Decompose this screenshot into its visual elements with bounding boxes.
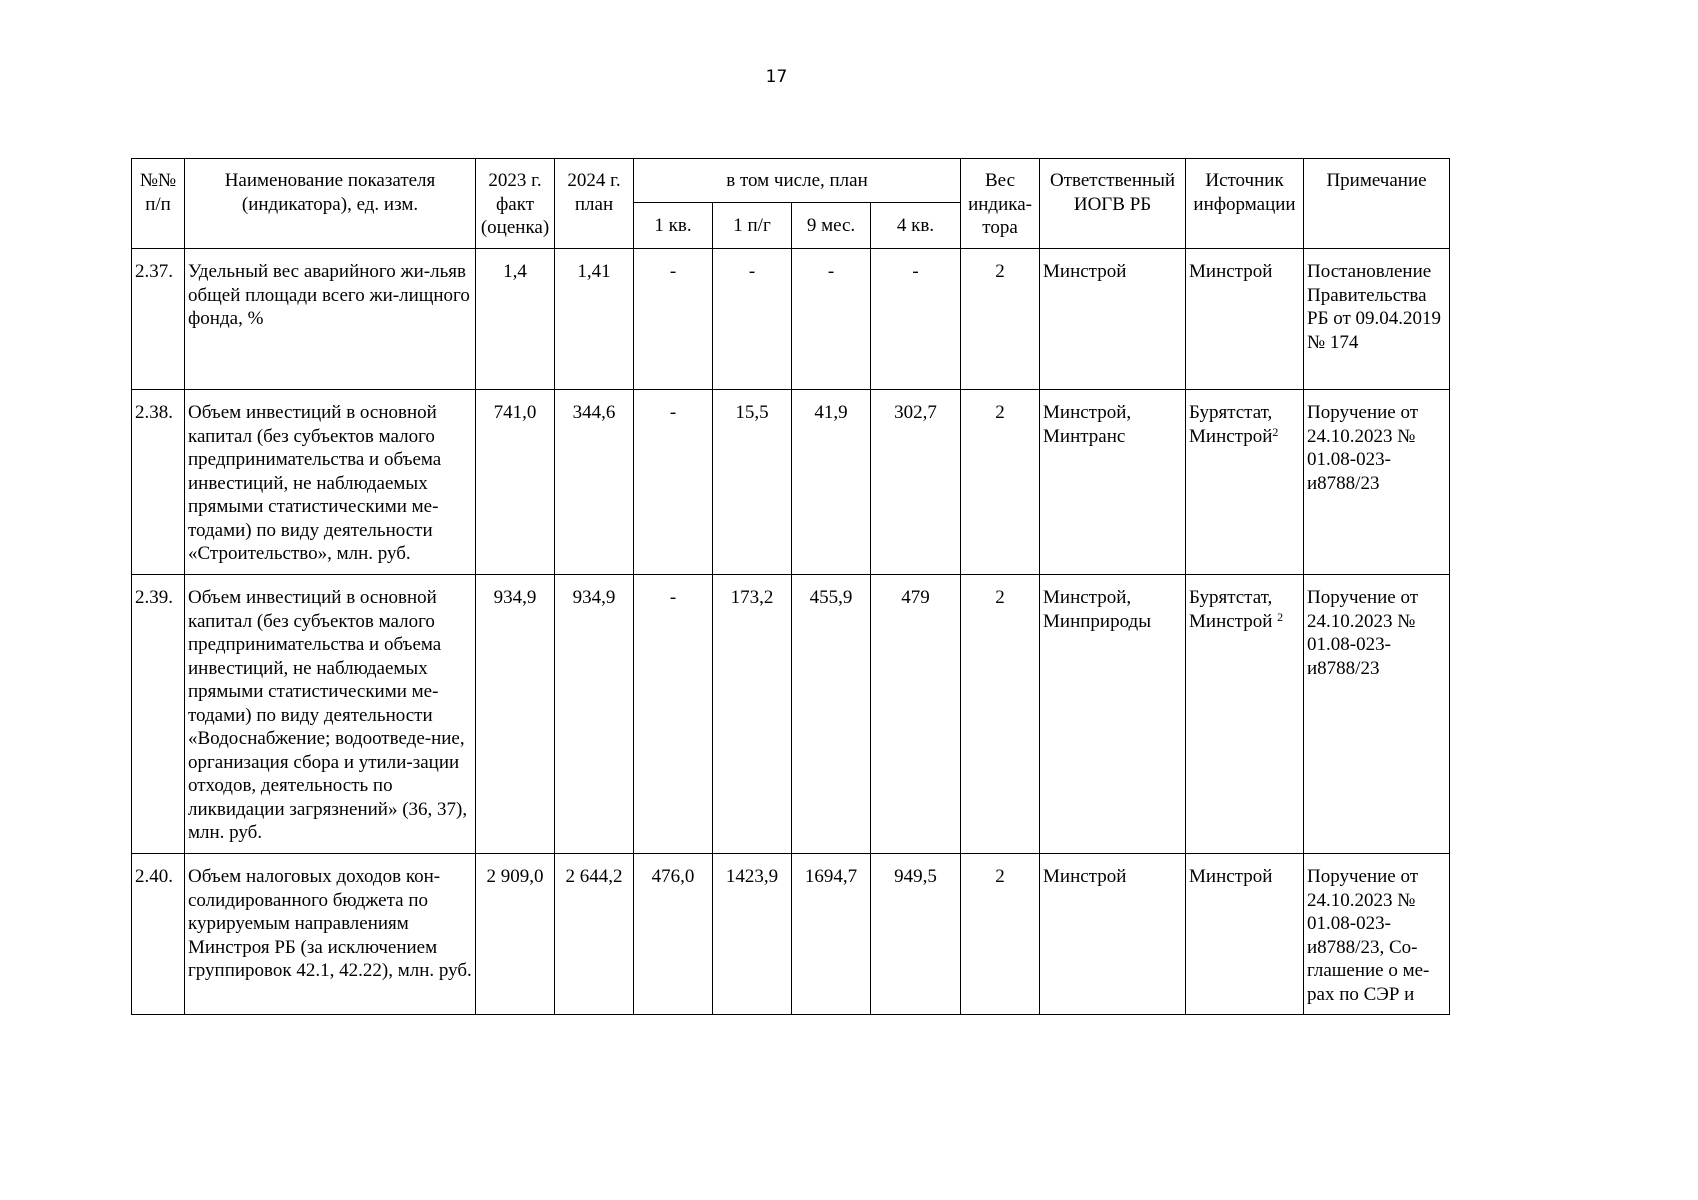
row-responsible: Минстрой, Минтранс bbox=[1040, 390, 1186, 575]
header-9m: 9 мес. bbox=[792, 203, 871, 249]
row-name: Объем инвестиций в основной капитал (без субъектов малого предпринимательства и объема инвестиций, не наблюдаемых прямыми статистическими ме-тодами) по виду деятельности «Строительство», млн. руб. bbox=[185, 390, 476, 575]
row-note: Поручение от 24.10.2023 № 01.08-023-и8788/23 bbox=[1304, 575, 1450, 854]
table-row bbox=[132, 854, 1450, 1015]
row-responsible: Минстрой bbox=[1040, 854, 1186, 1015]
row-note: Поручение от 24.10.2023 № 01.08-023-и8788/23, Со-глашение о ме-рах по СЭР и bbox=[1304, 854, 1450, 1015]
header-name: Наименование показателя (индикатора), ед. изм. bbox=[185, 159, 476, 249]
row-9m: - bbox=[792, 249, 871, 390]
indicators-table bbox=[131, 158, 1450, 1015]
header-note: Примечание bbox=[1304, 159, 1450, 249]
row-num: 2.37. bbox=[132, 249, 185, 390]
row-num: 2.40. bbox=[132, 854, 185, 1015]
row-plan-2024: 2 644,2 bbox=[555, 854, 634, 1015]
row-responsible: Минстрой bbox=[1040, 249, 1186, 390]
row-name: Объем инвестиций в основной капитал (без субъектов малого предпринимательства и объема инвестиций, не наблюдаемых прямыми статистическими ме-тодами) по виду деятельности «Водоснабжение; водоотведе-ние, организация сбора и утили-зации отходов, деятельность по ликвидации загрязнений» (36, 37), млн. руб. bbox=[185, 575, 476, 854]
header-including-plan: в том числе, план bbox=[634, 159, 961, 203]
row-name: Объем налоговых доходов кон-солидированного бюджета по курируемым направлениям Минстроя РБ (за исключением группировок 42.1, 42.22), млн. руб. bbox=[185, 854, 476, 1015]
row-q1: - bbox=[634, 390, 713, 575]
row-note: Постановление Правительства РБ от 09.04.2019 № 174 bbox=[1304, 249, 1450, 390]
row-weight: 2 bbox=[961, 249, 1040, 390]
row-h1: 173,2 bbox=[713, 575, 792, 854]
row-note: Поручение от 24.10.2023 № 01.08-023-и8788/23 bbox=[1304, 390, 1450, 575]
row-num: 2.39. bbox=[132, 575, 185, 854]
row-source bbox=[1186, 854, 1304, 1015]
row-q1: 476,0 bbox=[634, 854, 713, 1015]
page-number: 17 bbox=[765, 67, 788, 87]
row-fact-2023: 1,4 bbox=[476, 249, 555, 390]
table-row bbox=[132, 249, 1450, 390]
row-q4: 479 bbox=[871, 575, 961, 854]
row-weight: 2 bbox=[961, 854, 1040, 1015]
row-h1: - bbox=[713, 249, 792, 390]
header-source: Источник информации bbox=[1186, 159, 1304, 249]
row-plan-2024: 344,6 bbox=[555, 390, 634, 575]
row-q4: - bbox=[871, 249, 961, 390]
header-responsible: Ответственный ИОГВ РБ bbox=[1040, 159, 1186, 249]
table-row bbox=[132, 575, 1450, 854]
table-row bbox=[132, 390, 1450, 575]
row-weight: 2 bbox=[961, 390, 1040, 575]
row-fact-2023: 2 909,0 bbox=[476, 854, 555, 1015]
row-fact-2023: 934,9 bbox=[476, 575, 555, 854]
source-text: Бурятстат, Минстрой bbox=[1189, 587, 1278, 632]
row-plan-2024: 934,9 bbox=[555, 575, 634, 854]
header-h1: 1 п/г bbox=[713, 203, 792, 249]
row-plan-2024: 1,41 bbox=[555, 249, 634, 390]
source-text: Бурятстат, Минстрой bbox=[1189, 402, 1273, 447]
row-q1: - bbox=[634, 249, 713, 390]
row-h1: 15,5 bbox=[713, 390, 792, 575]
row-weight: 2 bbox=[961, 575, 1040, 854]
source-text: Минстрой bbox=[1189, 866, 1273, 887]
row-responsible: Минстрой, Минприроды bbox=[1040, 575, 1186, 854]
header-weight: Вес индика-тора bbox=[961, 159, 1040, 249]
header-q1: 1 кв. bbox=[634, 203, 713, 249]
header-plan-2024: 2024 г. план bbox=[555, 159, 634, 249]
row-9m: 1694,7 bbox=[792, 854, 871, 1015]
header-fact-2023: 2023 г. факт (оценка) bbox=[476, 159, 555, 249]
source-text: Минстрой bbox=[1189, 261, 1273, 282]
row-q1: - bbox=[634, 575, 713, 854]
row-h1: 1423,9 bbox=[713, 854, 792, 1015]
row-9m: 41,9 bbox=[792, 390, 871, 575]
header-num: №№ п/п bbox=[132, 159, 185, 249]
table-header bbox=[132, 159, 1450, 249]
footnote-mark: 2 bbox=[1272, 424, 1279, 439]
row-source bbox=[1186, 249, 1304, 390]
row-name: Удельный вес аварийного жи-льяв общей площади всего жи-лищного фонда, % bbox=[185, 249, 476, 390]
footnote-mark: 2 bbox=[1277, 609, 1284, 624]
header-q4: 4 кв. bbox=[871, 203, 961, 249]
row-q4: 949,5 bbox=[871, 854, 961, 1015]
row-9m: 455,9 bbox=[792, 575, 871, 854]
row-q4: 302,7 bbox=[871, 390, 961, 575]
row-source bbox=[1186, 390, 1304, 575]
row-num: 2.38. bbox=[132, 390, 185, 575]
row-fact-2023: 741,0 bbox=[476, 390, 555, 575]
row-source bbox=[1186, 575, 1304, 854]
